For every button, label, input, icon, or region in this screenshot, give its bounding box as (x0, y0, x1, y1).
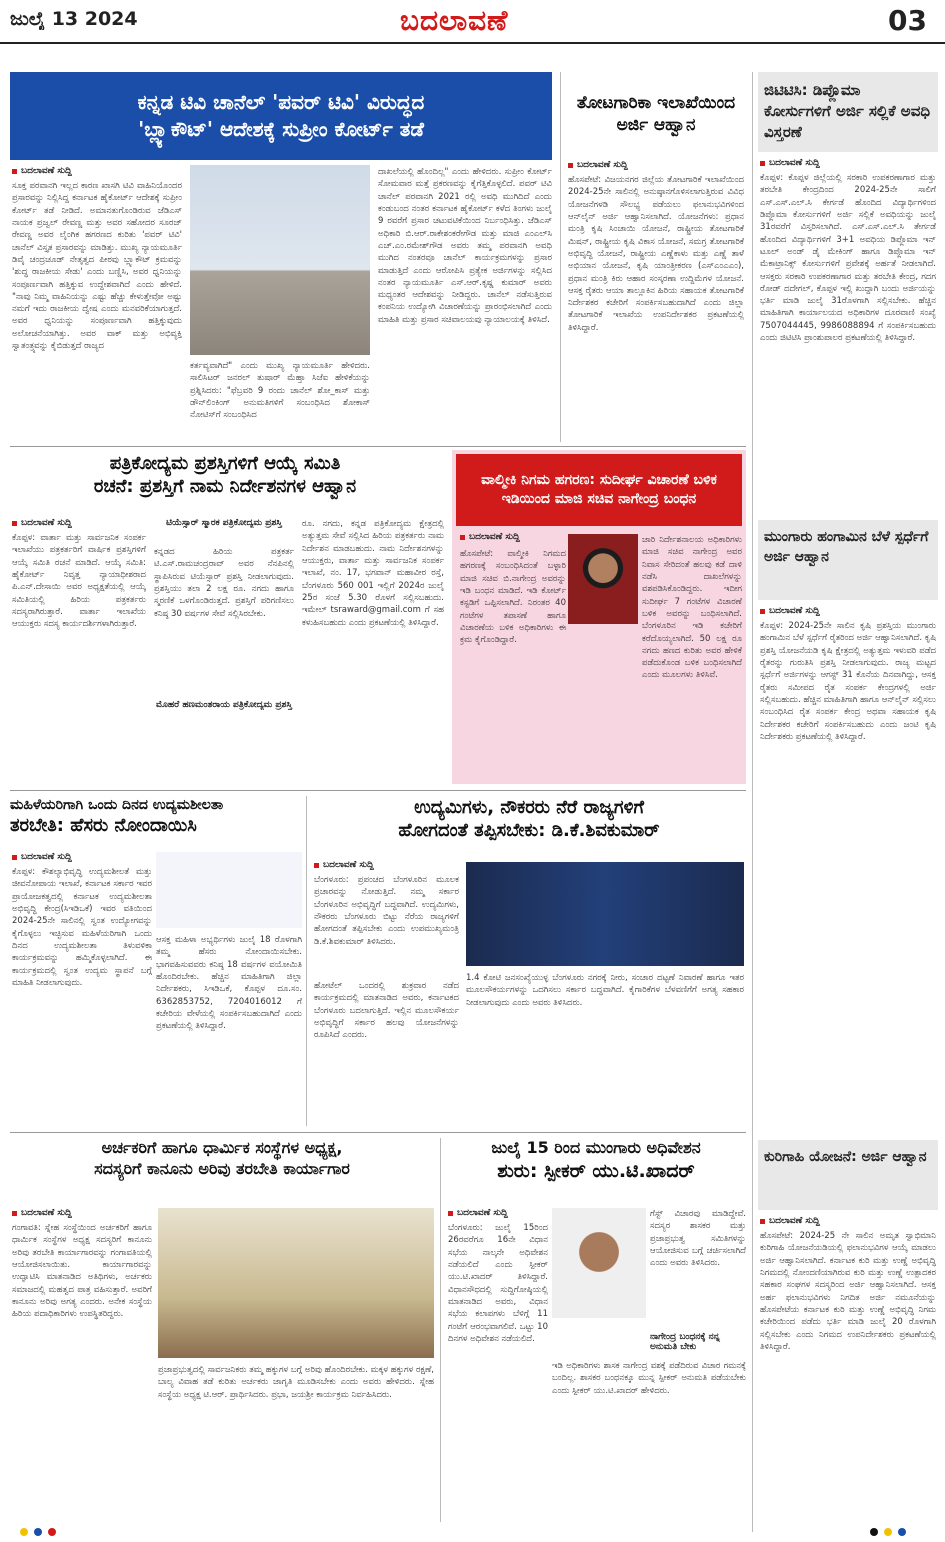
journalism-headline (10, 452, 440, 512)
dks-headline (312, 796, 746, 856)
byline: ಬದಲಾವಣೆ ಸುದ್ದಿ (568, 160, 744, 170)
training-illustration (156, 852, 302, 928)
byline: ಬದಲಾವಣೆ ಸುದ್ದಿ (12, 166, 182, 176)
masthead-rule (0, 42, 945, 44)
workshop-photo (158, 1208, 434, 1358)
byline: ಬದಲಾವಣೆ ಸುದ್ದಿ (760, 606, 936, 616)
journalism-col2: ಕನ್ನಡದ ಹಿರಿಯ ಪತ್ರಕರ್ತ ಟಿ.ಎಸ್.ರಾಮಚಂದ್ರರಾವ್ ಅವರ ನೆನಪಿನಲ್ಲಿ ಸ್ಥಾಪಿಸಿರುವ ಟಿಯೆಸ್ಸಾರ್ ಪ್ರಶಸ್ತಿ ನೀಡಲಾಗುವುದು. ಪ್ರಶಸ್ತಿಯು ತಲಾ 2 ಲಕ್ಷ ರೂ. ನಗದು ಹಾಗೂ ಸ್ಮರಣಿಕೆ ಒಳಗೊಂಡಿರುತ್ತದೆ. ಪ್ರಶಸ್ತಿಗೆ ಪರಿಗಣಿಸಲು ಕನಿಷ್ಠ 30 ವರ್ಷಗಳ ಸೇವೆ ಸಲ್ಲಿಸಿರಬೇಕು. (154, 547, 294, 619)
monsoon-contest-headline: ಮುಂಗಾರು ಹಂಗಾಮಿನ ಬೆಳೆ ಸ್ಪರ್ಧೆಗೆ ಅರ್ಜಿ ಆಹ್ವಾನ (758, 520, 938, 600)
bullet-icon (760, 1219, 765, 1224)
horticulture-body: ಹೊಸಪೇಟೆ: ವಿಜಯನಗರ ಜಿಲ್ಲೆಯ ತೋಟಗಾರಿಕೆ ಇಲಾಖೆಯಿಂದ 2024-25ನೇ ಸಾಲಿನಲ್ಲಿ ಅನುಷ್ಠಾನಗೊಳಿಸಲಾಗುತ್ತಿರುವ ವಿವಿಧ ಯೋಜನೆಗಳಡಿ ಸೌಲಭ್ಯ ಪಡೆಯಲು ಫಲಾನುಭವಿಗಳಿಂದ ಆನ್‌ಲೈನ್ ಅರ್ಜಿ ಆಹ್ವಾನಿಸಲಾಗಿದೆ. ಯೋಜನೆಗಳು: ಪ್ರಧಾನ ಮಂತ್ರಿ ಕೃಷಿ ಸಿಂಚಾಯಿ ಯೋಜನೆ, ರಾಷ್ಟ್ರೀಯ ತೋಟಗಾರಿಕೆ ಮಿಷನ್, ರಾಷ್ಟ್ರೀಯ ಕೃಷಿ ವಿಕಾಸ ಯೋಜನೆ, ಸಮಗ್ರ ತೋಟಗಾರಿಕೆ ಅಭಿವೃದ್ಧಿ ಯೋಜನೆ, ರಾಷ್ಟ್ರೀಯ ಎಣ್ಣೆಕಾಳು ಮತ್ತು ಎಣ್ಣೆ ತಾಳೆ ಅಭಿಯಾನ ಯೋಜನೆ, ಕೃಷಿ ಯಾಂತ್ರೀಕರಣ (ಎಸ್‌ಎಂಎಎಂ), ಪ್ರಧಾನ ಮಂತ್ರಿ ಕಿರು ಆಹಾರ ಸಂಸ್ಕರಣಾ ಉದ್ದಿಮೆಗಳ ಯೋಜನೆ. ಆಸಕ್ತ ರೈತರು ಆಯಾ ತಾಲ್ಲೂಕಿನ ಹಿರಿಯ ಸಹಾಯಕ ತೋಟಗಾರಿಕೆ ನಿರ್ದೇಶಕರ ಕಚೇರಿಗೆ ಸಂಪರ್ಕಿಸಬಹುದಾಗಿದೆ ಎಂದು ಜಿಲ್ಲಾ ತೋಟಗಾರಿಕೆ ಇಲಾಖೆಯ ಉಪನಿರ್ದೇಶಕರ ಪ್ರಕಟಣೆಯಲ್ಲಿ ತಿಳಿಸಿದ್ದಾರೆ. (568, 175, 744, 333)
section-rule (10, 1132, 746, 1133)
bullet-icon (568, 163, 573, 168)
headline-line: ತರಬೇತಿ: ಹೆಸರು ನೋಂದಾಯಿಸಿ (10, 815, 197, 837)
power-tv-headline (10, 72, 552, 160)
speaker-photo (552, 1208, 646, 1318)
headline-line: ರಚನೆ: ಪ್ರಶಸ್ತಿಗೆ ನಾಮ ನಿರ್ದೇಶನಗಳ ಆಹ್ವಾನ (93, 476, 357, 498)
column-divider (560, 72, 561, 442)
supreme-court-photo (190, 165, 370, 355)
journalism-col1: ಕೊಪ್ಪಳ: ವಾರ್ತಾ ಮತ್ತು ಸಾರ್ವಜನಿಕ ಸಂಪರ್ಕ ಇಲಾಖೆಯು ಪತ್ರಕರ್ತರಿಗೆ ವಾರ್ಷಿಕ ಪ್ರಶಸ್ತಿಗಳಿಗೆ ಆಯ್ಕೆ ಸಮಿತಿ ರಚನೆ ಮಾಡಿದೆ. ಆಯ್ಕೆ ಸಮಿತಿ: ಹೈಕೋರ್ಟ್ ನಿವೃತ್ತ ನ್ಯಾಯಾಧೀಶರಾದ ಪಿ.ಎನ್.ದೇಸಾಯಿ ಅವರ ಅಧ್ಯಕ್ಷತೆಯಲ್ಲಿ ಆಯ್ಕೆ ಸಮಿತಿಯಲ್ಲಿ ಹಿರಿಯ ಪತ್ರಕರ್ತರು ಸದಸ್ಯರಾಗಿರುತ್ತಾರೆ. ವಾರ್ತಾ ಇಲಾಖೆಯ ಆಯುಕ್ತರು ಸದಸ್ಯ ಕಾರ್ಯದರ್ಶಿಗಳಾಗಿರುತ್ತಾರೆ. (12, 533, 146, 630)
bullet-icon (12, 855, 17, 860)
headline-line: ಶುರು: ಸ್ಪೀಕರ್ ಯು.ಟಿ.ಖಾದರ್ (497, 1159, 695, 1182)
kurigahi-headline: ಕುರಿಗಾಹಿ ಯೋಜನೆ: ಅರ್ಜಿ ಆಹ್ವಾನ (758, 1140, 938, 1210)
headline-line: ಹೋಗದಂತೆ ತಪ್ಪಿಸಬೇಕು: ಡಿ.ಕೆ.ಶಿವಕುಮಾರ್ (398, 820, 660, 842)
bullet-icon (760, 161, 765, 166)
women-training-headline (10, 796, 300, 846)
byline: ಬದಲಾವಣೆ ಸುದ್ದಿ (460, 532, 570, 542)
footer-dot (20, 1528, 28, 1536)
dks-col3: 1.4 ಕೋಟಿ ಜನಸಂಖ್ಯೆಯುಳ್ಳ ಬೆಂಗಳೂರು ನಗರಕ್ಕೆ ನೀರು, ಸಂಚಾರ ದಟ್ಟಣೆ ನಿವಾರಣೆ ಹಾಗೂ ಇತರ ಮೂಲಸೌಕರ್ಯಗಳನ್ನು ಒದಗಿಸಲು ಸರ್ಕಾರ ಬದ್ಧವಾಗಿದೆ. ಕೈಗಾರಿಕೆಗಳ ಬೆಳವಣಿಗೆಗೆ ಅಗತ್ಯ ಸಹಕಾರ ನೀಡಲಾಗುವುದು ಎಂದು ಅವರು ತಿಳಿಸಿದರು. (466, 973, 744, 1008)
mohare-award-subhead: ಮೊಹರೆ ಹಣಮಂತರಾಯ ಪತ್ರಿಕೋದ್ಯಮ ಪ್ರಶಸ್ತಿ (155, 700, 293, 710)
headline-line: ಮಹಿಳೆಯರಿಗಾಗಿ ಒಂದು ದಿನದ ಉದ್ಯಮಶೀಲತಾ (10, 797, 224, 813)
byline: ಬದಲಾವಣೆ ಸುದ್ದಿ (760, 158, 936, 168)
column-divider (440, 1138, 441, 1522)
valmiki-col2: ಜಾರಿ ನಿರ್ದೇಶನಾಲಯ ಅಧಿಕಾರಿಗಳು ಮಾಜಿ ಸಚಿವ ನಾಗೇಂದ್ರ ಅವರ ನಿವಾಸ ಸೇರಿದಂತೆ ಹಲವು ಕಡೆ ದಾಳಿ ನಡೆಸಿ ದಾಖಲೆಗಳನ್ನು ವಶಪಡಿಸಿಕೊಂಡಿದ್ದರು. ಇದೀಗ ಸುದೀರ್ಘ 7 ಗಂಟೆಗಳ ವಿಚಾರಣೆ ಬಳಿಕ ಅವರನ್ನು ಬಂಧಿಸಲಾಗಿದೆ. ಬೆಂಗಳೂರಿನ ಇಡಿ ಕಚೇರಿಗೆ ಕರೆದೊಯ್ಯಲಾಗಿದೆ. 50 ಲಕ್ಷ ರೂ ನಗದು ಹಣದ ಕುರಿತು ಅವರ ಹೇಳಿಕೆ ಪಡೆದುಕೊಂಡ ಬಳಿಕ ಬಂಧಿಸಲಾಗಿದೆ ಎಂದು ಮೂಲಗಳು ತಿಳಿಸಿವೆ. (642, 535, 742, 681)
women-training-col2: ಆಸಕ್ತ ಮಹಿಳಾ ಅಭ್ಯರ್ಥಿಗಳು ಜುಲೈ 18 ರೊಳಗಾಗಿ ತಮ್ಮ ಹೆಸರು ನೋಂದಾಯಿಸಬೇಕು. ಭಾಗವಹಿಸುವವರು ಕನಿಷ್ಠ 18 ವರ್ಷಗಳ ವಯೋಮಿತಿ ಹೊಂದಿರಬೇಕು. ಹೆಚ್ಚಿನ ಮಾಹಿತಿಗಾಗಿ ಜಿಲ್ಲಾ ನಿರ್ದೇಶಕರು, ಸಿಇಡಿಒಕೆ, ಕೊಪ್ಪಳ ದೂ.ಸಂ. 6362853752, 7204016012 ಗೆ ಕಚೇರಿಯ ವೇಳೆಯಲ್ಲಿ ಸಂಪರ್ಕಿಸಬಹುದಾಗಿದೆ ಎಂದು ಪ್ರಕಟಣೆಯಲ್ಲಿ ತಿಳಿಸಿದ್ದಾರೆ. (156, 935, 302, 1032)
footer-dot (34, 1528, 42, 1536)
power-tv-col3: ದಾಖಲೆಯಲ್ಲಿ ಹೊಂದಿಲ್ಲ" ಎಂದು ಹೇಳಿದರು. ಸುಪ್ರೀಂ ಕೋರ್ಟ್ ಸೋಮವಾರ ಮತ್ತೆ ಪ್ರಕರಣವನ್ನು ಕೈಗೆತ್ತಿಕೊಳ್ಳಲಿದೆ. ಪವರ್ ಟಿವಿ ಚಾನೆಲ್ ಪರವಾನಗಿ 2021 ರಲ್ಲಿ ಅವಧಿ ಮುಗಿದಿದೆ ಎಂದು ಕಂಡುಬಂದ ನಂತರ ಕರ್ನಾಟಕ ಹೈಕೋರ್ಟ್ ಕಳೆದ ತಿಂಗಳು ಜುಲೈ 9 ರವರೆಗೆ ಪ್ರಸಾರ ಚಟುವಟಿಕೆಯಿಂದ ನಿರ್ಬಂಧಿಸಿತ್ತು. ಜೆಡಿಎಸ್ ಅಧಿಕಾರಿ ಬಿ.ಆರ್.ರಾಕೇಶಂಕರೇಗೌಡ ಮತ್ತು ಮಾಜಿ ಎಂಎಲ್‌ಸಿ ಎಚ್.ಎಂ.ರಮೇಶ್‌ಗೌಡ ಅವರು ತಮ್ಮ ಪರವಾನಗಿ ಅವಧಿ ಮುಗಿದ ನಂತರವೂ ಚಾನೆಲ್ ಕಾರ್ಯಕ್ರಮಗಳನ್ನು ಪ್ರಸಾರ ಮಾಡುತ್ತಿದೆ ಎಂದು ಆರೋಪಿಸಿ ಪ್ರತ್ಯೇಕ ಅರ್ಜಿಗಳನ್ನು ಸಲ್ಲಿಸಿದ ನಂತರ ನ್ಯಾಯಮೂರ್ತಿ ಎಸ್.ಆರ್.ಕೃಷ್ಣ ಕುಮಾರ್ ಅವರು ಮಧ್ಯಂತರ ಆದೇಶವನ್ನು ನೀಡಿದ್ದರು. ಚಾನೆಲ್ ನಡೆಸುತ್ತಿರುವ ಕಂಪನಿಯ ಉದ್ಯೋಗಿ ವಿಚಾರಣೆಯನ್ನು ಪ್ರಾರಂಭಿಸಲಾಗಿದೆ ಎಂದು ಮಾಹಿತಿ ಮತ್ತು ಪ್ರಸಾರ ಸಚಿವಾಲಯವು ನ್ಯಾಯಾಲಯಕ್ಕೆ ತಿಳಿಸಿದೆ. (378, 167, 552, 325)
headline-line: ಕನ್ನಡ ಟಿವಿ ಚಾನೆಲ್ 'ಪವರ್ ಟಿವಿ' ವಿರುದ್ಧದ (137, 90, 425, 114)
power-tv-col2: ಕರ್ತವ್ಯವಾಗಿದೆ" ಎಂದು ಮುಖ್ಯ ನ್ಯಾಯಮೂರ್ತಿ ಹೇಳಿದರು. ಸಾಲಿಸಿಟರ್ ಜನರಲ್ ತುಷಾರ್ ಮೆಹ್ತಾ ಸಿಜೆಐ ಹೇಳಿಕೆಯನ್ನು ಪ್ರಶ್ನಿಸಿದರು: "ಫೆಬ್ರವರಿ 9 ರಂದು ಚಾನೆಲ್ ಶೋ_ಕಾಸ್ ಮತ್ತು ಡೌನ್‌ಲಿಂಕಿಂಗ್ ಅನುಮತಿಗಳಿಗೆ ಸಂಬಂಧಿಸಿದ ಶೋಕಾಸ್ ನೋಟಿಸ್‌ಗೆ ಸಂಬಂಧಿಸಿದ (190, 361, 370, 421)
gtts-headline: ಜಿಟಿಟಿಸಿ: ಡಿಪ್ಲೊಮಾ ಕೋರ್ಸುಗಳಿಗೆ ಅರ್ಜಿ ಸಲ್ಲಿಕೆ ಅವಧಿ ವಿಸ್ತರಣೆ (758, 72, 938, 152)
headline-line: ಅರ್ಚಕರಿಗೆ ಹಾಗೂ ಧಾರ್ಮಿಕ ಸಂಸ್ಥೆಗಳ ಅಧ್ಯಕ್ಷ, (101, 1138, 343, 1157)
archaka-col1: ಗಂಗಾವತಿ: ಸ್ನೇಹ ಸಂಸ್ಥೆಯಿಂದ ಅರ್ಚಕರಿಗೆ ಹಾಗೂ ಧಾರ್ಮಿಕ ಸಂಸ್ಥೆಗಳ ಅಧ್ಯಕ್ಷ ಸದಸ್ಯರಿಗೆ ಕಾನೂನು ಅರಿವು ತರಬೇತಿ ಕಾರ್ಯಾಗಾರವನ್ನು ಗಂಗಾವತಿಯಲ್ಲಿ ಆಯೋಜಿಸಲಾಯಿತು. ಕಾರ್ಯಾಗಾರವನ್ನು ಉದ್ಘಾಟಿಸಿ ಮಾತನಾಡಿದ ಅತಿಥಿಗಳು, ಅರ್ಚಕರು ಸಮಾಜದಲ್ಲಿ ಮಹತ್ವದ ಪಾತ್ರ ವಹಿಸುತ್ತಾರೆ. ಅವರಿಗೆ ಕಾನೂನು ಅರಿವು ಅಗತ್ಯ ಎಂದರು. ಅನೇಕ ಸಂಸ್ಥೆಯ ಹಿರಿಯ ಪದಾಧಿಕಾರಿಗಳು ಉಪಸ್ಥಿತರಿದ್ದರು. (12, 1223, 152, 1320)
headline-line: 'ಬ್ಲ್ಯಾಕೌಟ್' ಆದೇಶಕ್ಕೆ ಸುಪ್ರೀಂ ಕೋರ್ಟ್ ತಡೆ (138, 117, 424, 141)
dks-col1: ಬೆಂಗಳೂರು: ಪ್ರಪಂಚದ ಬೆಂಗಳೂರಿನ ಮೂಲಕ ಪ್ರಚಾರವನ್ನು ನೋಡುತ್ತಿದೆ. ನಮ್ಮ ಸರ್ಕಾರ ಬೆಂಗಳೂರಿನ ಅಭಿವೃದ್ಧಿಗೆ ಬದ್ಧವಾಗಿದೆ. ಉದ್ಯಮಿಗಳು, ನೌಕರರು ಬೆಂಗಳೂರು ಬಿಟ್ಟು ನೆರೆಯ ರಾಜ್ಯಗಳಿಗೆ ಹೋಗದಂತೆ ತಪ್ಪಿಸಬೇಕು ಎಂದು ಉಪಮುಖ್ಯಮಂತ್ರಿ ಡಿ.ಕೆ.ಶಿವಕುಮಾರ್ ತಿಳಿಸಿದರು. (314, 875, 459, 947)
footer-dot (898, 1528, 906, 1536)
section-rule (10, 790, 746, 791)
archaka-col2: ಪ್ರಜಾಪ್ರಭುತ್ವದಲ್ಲಿ ಸಾರ್ವಜನಿಕರು ತಮ್ಮ ಹಕ್ಕುಗಳ ಬಗ್ಗೆ ಅರಿವು ಹೊಂದಿರಬೇಕು. ಮಕ್ಕಳ ಹಕ್ಕುಗಳ ರಕ್ಷಣೆ, ಬಾಲ್ಯ ವಿವಾಹ ತಡೆ ಕುರಿತು ಅರ್ಚಕರು ಜಾಗೃತಿ ಮೂಡಿಸಬೇಕು ಎಂದು ಅವರು ಹೇಳಿದರು. ಸ್ನೇಹ ಸಂಸ್ಥೆಯ ಅಧ್ಯಕ್ಷ ಟಿ.ಆರ್. ಪ್ರಾರ್ಥಿಸಿದರು. ಪ್ರಭಾ, ಜಯಶ್ರೀ ಕಾರ್ಯಕ್ರಮ ನಿರ್ವಹಿಸಿದರು. (158, 1365, 434, 1400)
archaka-headline (10, 1138, 434, 1200)
journalism-col3: ರೂ. ನಗದು, ಕನ್ನಡ ಪತ್ರಿಕೋದ್ಯಮ ಕ್ಷೇತ್ರದಲ್ಲಿ ಅತ್ಯುತ್ತಮ ಸೇವೆ ಸಲ್ಲಿಸಿದ ಹಿರಿಯ ಪತ್ರಕರ್ತರು ನಾಮ ನಿರ್ದೇಶನ ಮಾಡಬಹುದು. ನಾಮ ನಿರ್ದೇಶನಗಳನ್ನು ಆಯುಕ್ತರು, ವಾರ್ತಾ ಮತ್ತು ಸಾರ್ವಜನಿಕ ಸಂಪರ್ಕ ಇಲಾಖೆ, ನಂ. 17, ಭಗವಾನ್ ಮಹಾವೀರ ರಸ್ತೆ, ಬೆಂಗಳೂರು 560 001 ಇಲ್ಲಿಗೆ 2024ರ ಜುಲೈ 25ರ ಸಂಜೆ 5.30 ರೊಳಗೆ ಸಲ್ಲಿಸಬಹುದು. ಇಮೇಲ್ tsraward@gmail.com ಗೆ ಸಹ ಕಳುಹಿಸಬಹುದು ಎಂದು ಪ್ರಕಟಣೆಯಲ್ಲಿ ತಿಳಿಸಿದ್ದಾರೆ. (302, 519, 444, 628)
newspaper-logo: ಬದಲಾವಣೆ (400, 4, 509, 37)
headline-line: ಉದ್ಯಮಿಗಳು, ನೌಕರರು ನೆರೆ ರಾಜ್ಯಗಳಿಗೆ (414, 797, 644, 818)
bullet-icon (12, 169, 17, 174)
byline: ಬದಲಾವಣೆ ಸುದ್ದಿ (12, 852, 152, 862)
bullet-icon (12, 521, 17, 526)
byline: ಬದಲಾವಣೆ ಸುದ್ದಿ (448, 1208, 548, 1218)
power-tv-col1: ಸೂಕ್ತ ಪರವಾನಗಿ ಇಲ್ಲದ ಕಾರಣ ಖಾಸಗಿ ಟಿವಿ ವಾಹಿನಿಯೊಂದರ ಪ್ರಸಾರವನ್ನು ನಿಲ್ಲಿಸಿದ್ದ ಕರ್ನಾಟಕ ಹೈಕೋರ್ಟ್ ಆದೇಶಕ್ಕೆ ಸುಪ್ರೀಂ ಕೋರ್ಟ್ ತಡೆ ನೀಡಿದೆ. ಅಮಾನತುಗೊಂಡಿರುವ ಜೆಡಿಎಸ್ ನಾಯಕ ಪ್ರಜ್ವಲ್ ರೇವಣ್ಣ ಮತ್ತು ಅವರ ಸಹೋದರ ಸೂರಜ್ ರೇವಣ್ಣ ಅವರ ಲೈಂಗಿಕ ಹಗರಣದ ಕುರಿತು 'ಪವರ್ ಟಿವಿ' ಚಾನೆಲ್ ವಿಸ್ತೃತ ಪ್ರಸಾರವನ್ನು ಮಾಡಿತ್ತು. ಮುಖ್ಯ ನ್ಯಾಯಮೂರ್ತಿ ಡಿವೈ ಚಂದ್ರಚೂಡ್ ನೇತೃತ್ವದ ಪೀಠವು ಬ್ಲ್ಯಾಕೌಟ್ ಕ್ರಮವನ್ನು 'ಶುದ್ಧ ರಾಜಕೀಯ ಸೇಡು' ಎಂದು ಬಣ್ಣಿಸಿ, ಅವರ ಧ್ವನಿಯನ್ನು ಸಂಪೂರ್ಣವಾಗಿ ಹತ್ತಿಕ್ಕುವ ಉದ್ದೇಶವಾಗಿದೆ ಎಂದು ಹೇಳಿದೆ. "ನಾವು ನಿಮ್ಮ ವಾಹಿನಿಯನ್ನು ಎಷ್ಟು ಹೆಚ್ಚು ಕೇಳುತ್ತೇವೋ ಅಷ್ಟು ನಮಗೆ ಇದು ರಾಜಕೀಯ ದ್ವೇಷ ಎಂದು ಮನವರಿಕೆಯಾಗುತ್ತದೆ. ಅವರ ಧ್ವನಿಯನ್ನು ಸಂಪೂರ್ಣವಾಗಿ ಹತ್ತಿಕ್ಕುವುದು ಅಲೋಚನೆಯಾಗಿತ್ತು. ಅವರ ವಾಕ್ ಮತ್ತು ಅಭಿವ್ಯಕ್ತಿ ಸ್ವಾತಂತ್ರ್ಯವನ್ನು ಕೈಬಿಡುತ್ತದೆ ರಾಜ್ಯದ (12, 181, 182, 352)
session-col1: ಬೆಂಗಳೂರು: ಜುಲೈ 15ರಿಂದ 26ರವರೆಗೂ 16ನೇ ವಿಧಾನ ಸಭೆಯ ನಾಲ್ಕನೇ ಅಧಿವೇಶನ ನಡೆಯಲಿದೆ ಎಂದು ಸ್ಪೀಕರ್ ಯು.ಟಿ.ಖಾದರ್ ತಿಳಿಸಿದ್ದಾರೆ. ವಿಧಾನಸೌಧದಲ್ಲಿ ಸುದ್ದಿಗೋಷ್ಠಿಯಲ್ಲಿ ಮಾತನಾಡಿದ ಅವರು, ವಿಧಾನ ಸಭೆಯ ಕಲಾಪಗಳು ಬೆಳಿಗ್ಗೆ 11 ಗಂಟೆಗೆ ಆರಂಭವಾಗಲಿವೆ. ಒಟ್ಟು 10 ದಿನಗಳ ಅಧಿವೇಶನ ನಡೆಯಲಿದೆ. (448, 1223, 548, 1344)
horticulture-headline: ತೋಟಗಾರಿಕಾ ಇಲಾಖೆಯಿಂದ ಅರ್ಜಿ ಆಹ್ವಾನ (576, 92, 736, 135)
kurigahi-body: ಹೊಸಪೇಟೆ: 2024-25 ನೇ ಸಾಲಿನ ಅಮೃತ ಸ್ವಾಭಿಮಾನಿ ಕುರಿಗಾಹಿ ಯೋಜನೆಯಡಿಯಲ್ಲಿ ಫಲಾನುಭವಿಗಳ ಆಯ್ಕೆ ಮಾಡಲು ಅರ್ಜಿ ಆಹ್ವಾನಿಸಲಾಗಿದೆ. ಕರ್ನಾಟಕ ಕುರಿ ಮತ್ತು ಉಣ್ಣೆ ಅಭಿವೃದ್ಧಿ ನಿಗಮದಲ್ಲಿ ನೋಂದಣಿಯಾಗಿರುವ ಕುರಿ ಮತ್ತು ಉಣ್ಣೆ ಉತ್ಪಾದಕರ ಸಹಕಾರ ಸಂಘಗಳ ಸದಸ್ಯರಿಂದ ಅರ್ಜಿ ಆಹ್ವಾನಿಸಲಾಗಿದೆ. ಆಸಕ್ತ ಅರ್ಹ ಫಲಾನುಭವಿಗಳು ನಿಗದಿತ ಅರ್ಜಿ ನಮೂನೆಯನ್ನು ಹೊಸಪೇಟೆಯ ಕರ್ನಾಟಕ ಕುರಿ ಮತ್ತು ಉಣ್ಣೆ ಅಭಿವೃದ್ಧಿ ನಿಗಮ ಕಚೇರಿಯಿಂದ ಪಡೆದು ಭರ್ತಿ ಮಾಡಿ ಜುಲೈ 20 ರೊಳಗಾಗಿ ಸಲ್ಲಿಸಬೇಕು ಎಂದು ನಿಗಮದ ಉಪನಿರ್ದೇಶಕರು ಪ್ರಕಟಣೆಯಲ್ಲಿ ತಿಳಿಸಿದ್ದಾರೆ. (760, 1231, 936, 1352)
monsoon-contest-body: ಕೊಪ್ಪಳ: 2024-25ನೇ ಸಾಲಿನ ಕೃಷಿ ಪ್ರಶಸ್ತಿಯ ಮುಂಗಾರು ಹಂಗಾಮಿನ ಬೆಳೆ ಸ್ಪರ್ಧೆಗೆ ರೈತರಿಂದ ಅರ್ಜಿ ಆಹ್ವಾನಿಸಲಾಗಿದೆ. ಕೃಷಿ ಪ್ರಶಸ್ತಿ ಯೋಜನೆಯಡಿ ಕೃಷಿ ಕ್ಷೇತ್ರದಲ್ಲಿ ಅತ್ಯುತ್ತಮ ಇಳುವರಿ ಪಡೆದ ರೈತರನ್ನು ಗುರುತಿಸಿ ಪ್ರಶಸ್ತಿ ನೀಡಲಾಗುವುದು. ರಾಜ್ಯ ಮಟ್ಟದ ಸ್ಪರ್ಧೆಗೆ ಅರ್ಜಿಗಳನ್ನು ಆಗಸ್ಟ್ 31 ಕೊನೆಯ ದಿನವಾಗಿದ್ದು, ಆಸಕ್ತ ರೈತರು ಸಮೀಪದ ರೈತ ಸಂಪರ್ಕ ಕೇಂದ್ರಗಳಲ್ಲಿ ಅರ್ಜಿ ಸಲ್ಲಿಸಬಹುದು. ಹೆಚ್ಚಿನ ಮಾಹಿತಿಗಾಗಿ ಹಾಗೂ ಆನ್‌ಲೈನ್ ಸಲ್ಲಿಸಲು ಸಂಬಂಧಿಸಿದ ರೈತ ಸಂಪರ್ಕ ಕೇಂದ್ರ ಅಥವಾ ಸಹಾಯಕ ಕೃಷಿ ನಿರ್ದೇಶಕರ ಕಚೇರಿಗೆ ಸಂಪರ್ಕಿಸಬಹುದು ಎಂದು ಜಂಟಿ ಕೃಷಿ ನಿರ್ದೇಶಕರು ಪ್ರಕಟಣೆಯಲ್ಲಿ ತಿಳಿಸಿದ್ದಾರೆ. (760, 621, 936, 742)
sidebar-divider (752, 72, 753, 1532)
byline: ಬದಲಾವಣೆ ಸುದ್ದಿ (12, 518, 146, 528)
section-rule (10, 446, 746, 447)
nagendra-photo (568, 534, 638, 624)
valmiki-headline: ವಾಲ್ಮೀಕಿ ನಿಗಮ ಹಗರಣ: ಸುದೀರ್ಘ ವಿಚಾರಣೆ ಬಳಿಕ ಇಡಿಯಿಂದ ಮಾಜಿ ಸಚಿವ ನಾಗೇಂದ್ರ ಬಂಧನ (456, 454, 742, 526)
footer-dot (870, 1528, 878, 1536)
session-col2: ಗೆಸ್ಟ್ ವಿಚಾರವು ಮಾಡಿದ್ದೇವೆ. ಸದಸ್ಯರ ಶಾಸಕರ ಮತ್ತು ಪ್ರಜಾಪ್ರಭುತ್ವ ಸಮಿತಿಗಳನ್ನು ಆಯೋಜಿಸುವ ಬಗ್ಗೆ ಚರ್ಚಿಸಲಾಗಿದೆ ಎಂದು ಅವರು ತಿಳಿಸಿದರು. (650, 1209, 746, 1269)
column-divider (306, 796, 307, 1126)
women-training-col1: ಕೊಪ್ಪಳ: ಕೌಶಲ್ಯಾಭಿವೃದ್ಧಿ ಉದ್ಯಮಶೀಲತೆ ಮತ್ತು ಜೀವನೋಪಾಯ ಇಲಾಖೆ, ಕರ್ನಾಟಕ ಸರ್ಕಾರ ಇವರ ಪ್ರಾಯೋಜಕತ್ವದಲ್ಲಿ ಕರ್ನಾಟಕ ಉದ್ಯಮಶೀಲತಾ ಅಭಿವೃದ್ಧಿ ಕೇಂದ್ರ(ಸಿಇಡಿಒಕೆ) ಇವರ ವತಿಯಿಂದ 2024-25ನೇ ಸಾಲಿನಲ್ಲಿ ಸ್ವಂತ ಉದ್ಯೋಗವನ್ನು ಕೈಗೊಳ್ಳಲು ಇಚ್ಛಿಸುವ ಮಹಿಳೆಯರಿಗಾಗಿ ಒಂದು ದಿನದ ಉದ್ಯಮಶೀಲತಾ ತಿಳುವಳಿಕಾ ಕಾರ್ಯಕ್ರಮವನ್ನು ಹಮ್ಮಿಕೊಳ್ಳಲಾಗಿದೆ. ಈ ಕಾರ್ಯಕ್ರಮದಲ್ಲಿ ಸ್ವಂತ ಉದ್ಯಮ ಸ್ಥಾಪನೆ ಬಗ್ಗೆ ಮಾಹಿತಿ ನೀಡಲಾಗುವುದು. (12, 867, 152, 988)
byline: ಬದಲಾವಣೆ ಸುದ್ದಿ (760, 1216, 936, 1226)
footer-dots-left (20, 1528, 56, 1536)
gtts-body: ಕೊಪ್ಪಳ: ಕೊಪ್ಪಳ ಜಿಲ್ಲೆಯಲ್ಲಿ ಸರಕಾರಿ ಉಪಕರಣಾಗಾರ ಮತ್ತು ತರಬೇತಿ ಕೇಂದ್ರದಿಂದ 2024-25ನೇ ಸಾಲಿಗೆ ಎಸ್.ಎಸ್.ಎಲ್.ಸಿ ಕೇರ್ಗಡೆ ಹೊಂದಿದ ವಿದ್ಯಾರ್ಥಿಗಳಿಂದ ಡಿಪ್ಲೊಮಾ ಕೋರ್ಸುಗಳಿಗೆ ಅರ್ಜಿ ಸಲ್ಲಿಕೆ ಅವಧಿಯನ್ನು ಜುಲೈ 31ರವರೆಗೆ ವಿಸ್ತರಿಸಲಾಗಿದೆ. ಎಸ್.ಎಸ್.ಎಲ್.ಸಿ ತೇರ್ಗಡೆ ಹೊಂದಿದ ವಿದ್ಯಾರ್ಥಿಗಳಿಗೆ 3+1 ಅವಧಿಯ ಡಿಪ್ಲೊಮಾ ಇನ್ ಟೂಲ್ ಅಂಡ್ ಡೈ ಮೇಕಿಂಗ್ ಹಾಗೂ ಡಿಪ್ಲೊಮಾ ಇನ್ ಮೆಕಾಟ್ರಾನಿಕ್ಸ್ ಕೋರ್ಸುಗಳಿಗೆ ಪ್ರವೇಶಕ್ಕೆ ಅರ್ಹತೆ ನೀಡಲಾಗಿದೆ. ಆಸಕ್ತರು ಸರಕಾರಿ ಉಪಕರಣಾಗಾರ ಮತ್ತು ತರಬೇತಿ ಕೇಂದ್ರ, ಗದಗ ರೋಡ್ ದದೇಗಲ್, ಕೊಪ್ಪಳ ಇಲ್ಲಿ ಖುದ್ದಾಗಿ ಬಂದು ಅರ್ಜಿಯನ್ನು ಭರ್ತಿ ಮಾಡಿ ಜುಲೈ 31ರೊಳಗಾಗಿ ಸಲ್ಲಿಸಬೇಕು. ಹೆಚ್ಚಿನ ಮಾಹಿತಿಗಾಗಿ ಕಾರ್ಯಾಲಯದ ಅಧಿಕಾರಿಗಳ ದೂರವಾಣಿ ಸಂಖ್ಯೆ 7507044445, 9986088894 ಗೆ ಸಂಪರ್ಕಿಸಬಹುದು ಎಂದು ಜಿಟಿಟಿಸಿ ಪ್ರಾಂಶುಪಾಲರ ಪ್ರಕಟಣೆಯಲ್ಲಿ ತಿಳಿಸಿದ್ದಾರೆ. (760, 173, 936, 344)
issue-date: ಜುಲೈ 13 2024 (10, 8, 138, 30)
bullet-icon (448, 1211, 453, 1216)
tsr-award-subhead: ಟಿಯೆಸ್ಸಾರ್ ಸ್ಮಾರಕ ಪತ್ರಿಕೋದ್ಯಮ ಪ್ರಶಸ್ತಿ (166, 518, 282, 528)
session-col3: ಇಡಿ ಅಧಿಕಾರಿಗಳು ಶಾಸಕ ನಾಗೇಂದ್ರ ವಶಕ್ಕೆ ಪಡೆದಿರುವ ವಿಚಾರ ಗಮನಕ್ಕೆ ಬಂದಿಲ್ಲ. ಶಾಸಕರ ಬಂಧನಕ್ಕೂ ಮುನ್ನ ಸ್ಪೀಕರ್ ಅನುಮತಿ ಪಡೆಯಬೇಕು ಎಂದು ಸ್ಪೀಕರ್ ಯು.ಟಿ.ಖಾದರ್ ಹೇಳಿದರು. (552, 1361, 746, 1396)
footer-dot (884, 1528, 892, 1536)
footer-dot (48, 1528, 56, 1536)
page-number: 03 (888, 4, 927, 37)
headline-line: ಸದಸ್ಯರಿಗೆ ಕಾನೂನು ಅರಿವು ತರಬೇತಿ ಕಾರ್ಯಾಗಾರ (94, 1158, 350, 1178)
byline: ಬದಲಾವಣೆ ಸುದ್ದಿ (12, 1208, 152, 1218)
byline: ಬದಲಾವಣೆ ಸುದ್ದಿ (314, 860, 459, 870)
headline-line: ಪತ್ರಿಕೋದ್ಯಮ ಪ್ರಶಸ್ತಿಗಳಿಗೆ ಆಯ್ಕೆ ಸಮಿತಿ (109, 453, 341, 474)
valmiki-col1: ಹೊಸಪೇಟೆ: ವಾಲ್ಮೀಕಿ ನಿಗಮದ ಹಗರಣಕ್ಕೆ ಸಂಬಂಧಿಸಿದಂತೆ ಬಳ್ಳಾರಿ ಮಾಜಿ ಸಚಿವ ಬಿ.ನಾಗೇಂದ್ರ ಅವರನ್ನು ಇಡಿ ಬಂಧನ ಮಾಡಿದೆ. ಇಡಿ ಕೋರ್ಟ್ ಕಸ್ಟಡಿಗೆ ಒಪ್ಪಿಸಲಾಗಿದೆ. ನಿರಂತರ 40 ಗಂಟೆಗಳ ತಪಾಸಣೆ ಹಾಗೂ ವಿಚಾರಣೆಯ ಬಳಿಕ ಅಧಿಕಾರಿಗಳು ಈ ಕ್ರಮ ಕೈಗೊಂಡಿದ್ದಾರೆ. (460, 549, 566, 646)
bullet-icon (760, 609, 765, 614)
bullet-icon (12, 1211, 17, 1216)
headline-line: ಜುಲೈ 15 ರಿಂದ ಮುಂಗಾರು ಅಧಿವೇಶನ (491, 1138, 701, 1157)
footer-dots-right (870, 1528, 906, 1536)
event-stage-photo (466, 862, 744, 966)
session-headline (446, 1138, 746, 1200)
bullet-icon (460, 535, 465, 540)
bullet-icon (314, 863, 319, 868)
dks-col2: ಹೋಟೆಲ್ ಒಂದರಲ್ಲಿ ಶುಕ್ರವಾರ ನಡೆದ ಕಾರ್ಯಕ್ರಮದಲ್ಲಿ ಮಾತನಾಡಿದ ಅವರು, ಕರ್ನಾಟಕದ ಬೆಂಗಳೂರು ಬದಲಾಗುತ್ತಿದೆ. ಇಲ್ಲಿನ ಮೂಲಸೌಕರ್ಯ ಅಭಿವೃದ್ಧಿಗೆ ಸರ್ಕಾರ ಹಲವು ಯೋಜನೆಗಳನ್ನು ರೂಪಿಸಿದೆ ಎಂದರು. (314, 981, 459, 1041)
session-subhead: ನಾಗೇಂದ್ರ ಬಂಧನಕ್ಕೆ ನನ್ನ ಅನುಮತಿ ಬೇಕು (650, 1332, 720, 1352)
